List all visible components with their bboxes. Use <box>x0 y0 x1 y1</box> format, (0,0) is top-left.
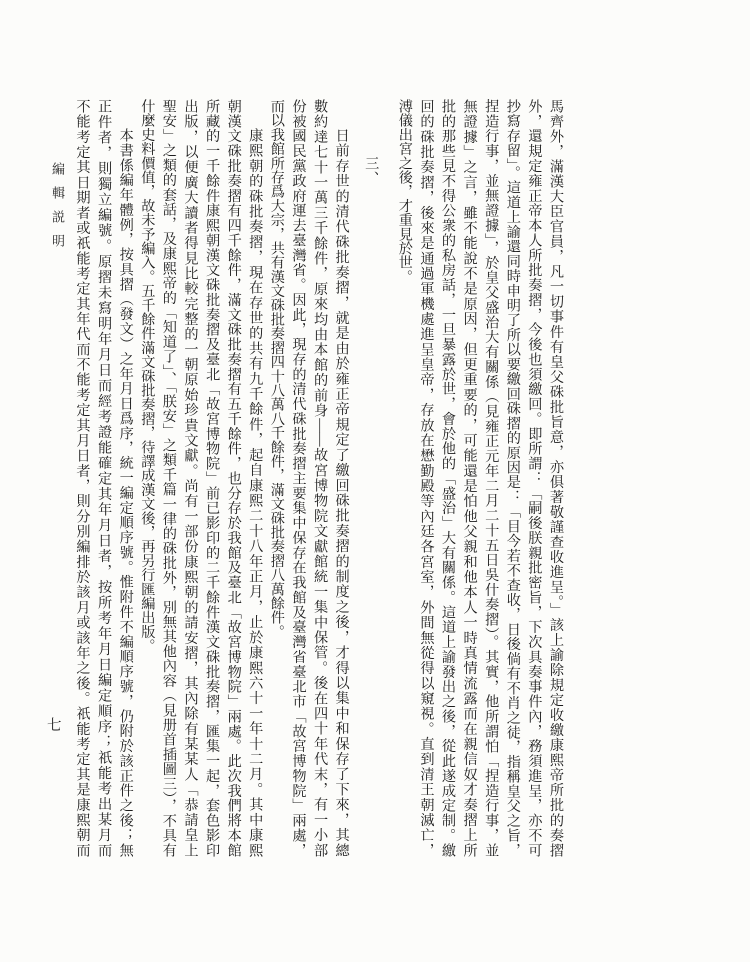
text-column: 數約達七十一萬三千餘件，原來均由本館的前身——故宮博物院文獻館統一集中保管。後在四十年代末，有一小部 <box>312 99 329 857</box>
text-column: 外，還規定雍正帝本人所批奏摺，今後也須繳回。即所謂：「嗣後朕親批密旨，下次具奏事件內，務須進呈，亦不可 <box>526 99 543 857</box>
section-header: 三、 <box>363 156 380 187</box>
text-column: 聖安」之類的套話，及康熙帝的「知道了」、「朕安」之類千篇一律的硃批外，別無其他內容（見册首插圖三），不具有 <box>160 99 177 857</box>
text-column: 正件者，則獨立編號。原摺未寫明年月日而經考證能確定其年月日者，按所考年月日編定順序；祇能考出某月而 <box>96 99 113 857</box>
text-column: 抄寫存留」。這道上諭還同時申明了所以要繳回硃摺的原因是：「目今若不查收，日後倘有不肖之徒，指稱皇父之旨， <box>504 99 521 857</box>
text-column: 無證據」之言，雖不能說不是原因，但更重要的，可能還是怕他父親和他本人一時真情流露而在親信奴才奏摺上所 <box>461 99 478 857</box>
text-column: 份被國民黨政府運去臺灣省。因此，現存的清代硃批奏摺主要集中保存在我館及臺灣省臺北市「故宮博物院」兩處， <box>290 99 307 857</box>
text-column: 朝漢文硃批奏摺有四千餘件，滿文硃批奏摺有五千餘件，也分存於我館及臺北「故宮博物院」兩處。此次我們將本館 <box>225 99 242 857</box>
text-column: 而以我館所存爲大宗，共有漢文硃批奏摺四十八萬八千餘件，滿文硃批奏摺八萬餘件。 <box>268 99 285 639</box>
text-column: 出版，以便廣大讀者得見比較完整的一朝原始珍貴文獻。尚有一部份康熙朝的請安摺，其內除有某某人「恭請皇上 <box>182 99 199 857</box>
text-column: 所藏的一千餘件康熙朝漢文硃批奏摺及臺北「故宮博物院」前已影印的二千餘件漢文硃批奏摺，匯集一起，套色影印 <box>204 99 221 857</box>
text-column: 捏造行事，並無證據」，於皇父盛治大有關係（見雍正元年二月二十五日吳什奏摺）。其實，他所謂怕「捏造行事，並 <box>483 99 500 857</box>
text-column: 馬齊外，滿漢大臣官員，凡一切事件有皇父硃批旨意，亦俱著敬謹查收進呈。」該上諭除規定收繳康熙帝所批的奏摺 <box>548 99 564 857</box>
text-column: 日前存世的清代硃批奏摺，就是由於雍正帝規定了繳回硃批奏摺的制度之後，才得以集中和保存了下來，其總 <box>333 128 350 857</box>
text-column: 本書係編年體例，按具摺（發文）之年月日爲序，統一編定順序號。惟附件不編順序號，仍附於該正件之後；無 <box>117 128 134 857</box>
text-column: 康熙朝的硃批奏摺，現在存世的共有九千餘件，起自康熙二十八年正月，止於康熙六十一年十二月。其中康熙 <box>247 128 264 857</box>
text-column: 批的那些見不得公衆的私房話，一旦暴露於世，會於他的「盛治」大有關係。這道上諭發出之後，從此遂成定制。繳 <box>440 99 457 857</box>
text-column: 回的硃批奏摺，後來是通過軍機處進呈皇帝，存放在懋勤殿等內廷各宮室，外間無從得以窺視。直到清王朝滅亡， <box>418 99 435 857</box>
text-block <box>71 99 566 857</box>
running-title: 編輯説明 <box>50 162 65 258</box>
page-number: 七 <box>47 718 62 734</box>
text-column: 不能考定其日期者或祇能考定其年代而不能考定其月日者，則分別編排於該月或該年之後。祇能考定其是康熙朝而 <box>74 99 91 857</box>
text-column: 溥儀出宮之後，才重見於世。 <box>396 99 413 284</box>
text-column: 什麼史料價值，故未予編入。五千餘件滿文硃批奏摺，待譯成漢文後，再另行匯編出版。 <box>139 99 156 653</box>
